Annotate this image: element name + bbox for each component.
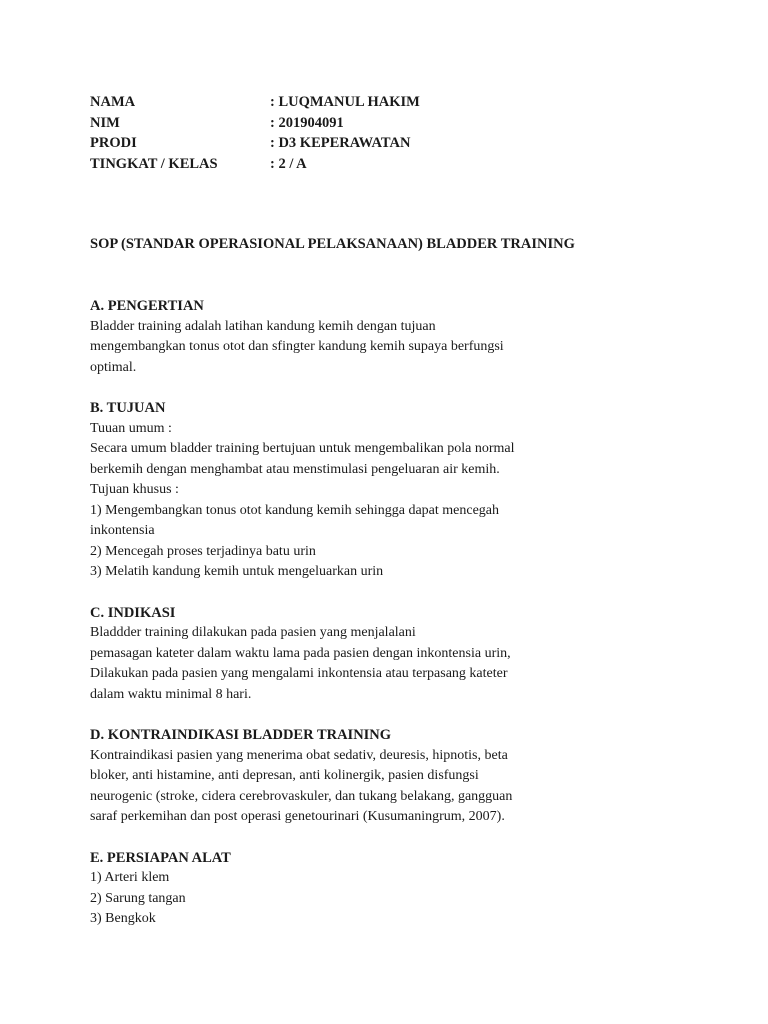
paragraph-line: bloker, anti histamine, anti depresan, anti kolinergik, pasien disfungsi: [90, 768, 479, 783]
paragraph-line: pemasagan kateter dalam waktu lama pada pasien dengan inkontensia urin,: [90, 645, 511, 661]
section-kontraindikasi: [90, 725, 560, 828]
student-info: [90, 92, 420, 174]
info-row-tingkat-kelas: [90, 154, 420, 175]
info-value: : D3 KEPERAWATAN: [270, 135, 411, 151]
section-heading: A. PENGERTIAN: [90, 298, 204, 314]
info-label: NIM: [90, 114, 120, 131]
section-heading: B. TUJUAN: [90, 400, 166, 416]
paragraph-line: Tuuan umum :: [90, 420, 172, 436]
info-value: : LUQMANUL HAKIM: [270, 94, 420, 110]
paragraph-line: dalam waktu minimal 8 hari.: [90, 686, 252, 702]
paragraph-line: Tujuan khusus :: [90, 482, 179, 497]
paragraph-line: berkemih dengan menghambat atau menstimulasi pengeluaran air kemih.: [90, 461, 500, 477]
list-item: 3) Melatih kandung kemih untuk mengeluarkan urin: [90, 564, 384, 579]
section-indikasi: [90, 603, 560, 706]
info-label: TINGKAT / KELAS: [90, 155, 218, 172]
paragraph-line: saraf perkemihan dan post operasi genetourinari (Kusumaningrum, 2007).: [90, 809, 505, 824]
info-label: NAMA: [90, 94, 136, 110]
info-row-nim: [90, 113, 420, 134]
list-item: 1) Arteri klem: [90, 870, 170, 885]
section-heading: D. KONTRAINDIKASI BLADDER TRAINING: [90, 727, 392, 743]
info-value: : 201904091: [270, 114, 344, 131]
document-title: SOP (STANDAR OPERASIONAL PELAKSANAAN) BLADDER TRAINING: [90, 236, 575, 252]
paragraph-line: Bladdder training dilakukan pada pasien yang menjalalani: [90, 625, 416, 640]
info-row-nama: [90, 92, 420, 113]
paragraph-line: Bladder training adalah latihan kandung kemih dengan tujuan: [90, 318, 436, 334]
paragraph-line: neurogenic (stroke, cidera cerebrovaskuler, dan tukang belakang, gangguan: [90, 788, 513, 804]
section-heading: E. PERSIAPAN ALAT: [90, 849, 231, 866]
section-persiapan-alat: [90, 848, 560, 930]
section-heading: C. INDIKASI: [90, 604, 176, 621]
list-item: 2) Mencegah proses terjadinya batu urin: [90, 543, 316, 559]
info-value: : 2 / A: [270, 155, 307, 172]
section-tujuan: [90, 398, 560, 583]
info-label: PRODI: [90, 135, 137, 151]
list-item: 2) Sarung tangan: [90, 890, 186, 906]
paragraph-line: mengembangkan tonus otot dan sfingter kandung kemih supaya berfungsi: [90, 339, 504, 354]
paragraph-line: Kontraindikasi pasien yang menerima obat sedativ, deuresis, hipnotis, beta: [90, 747, 508, 763]
list-item: inkontensia: [90, 523, 155, 538]
list-item: 1) Mengembangkan tonus otot kandung kemih sehingga dapat mencegah: [90, 502, 500, 518]
sections: [90, 296, 560, 950]
info-row-prodi: [90, 133, 420, 154]
section-pengertian: [90, 296, 560, 378]
paragraph-line: optimal.: [90, 359, 137, 375]
list-item: 3) Bengkok: [90, 911, 156, 926]
paragraph-line: Dilakukan pada pasien yang mengalami inkontensia atau terpasang kateter: [90, 666, 508, 681]
paragraph-line: Secara umum bladder training bertujuan untuk mengembalikan pola normal: [90, 441, 515, 456]
